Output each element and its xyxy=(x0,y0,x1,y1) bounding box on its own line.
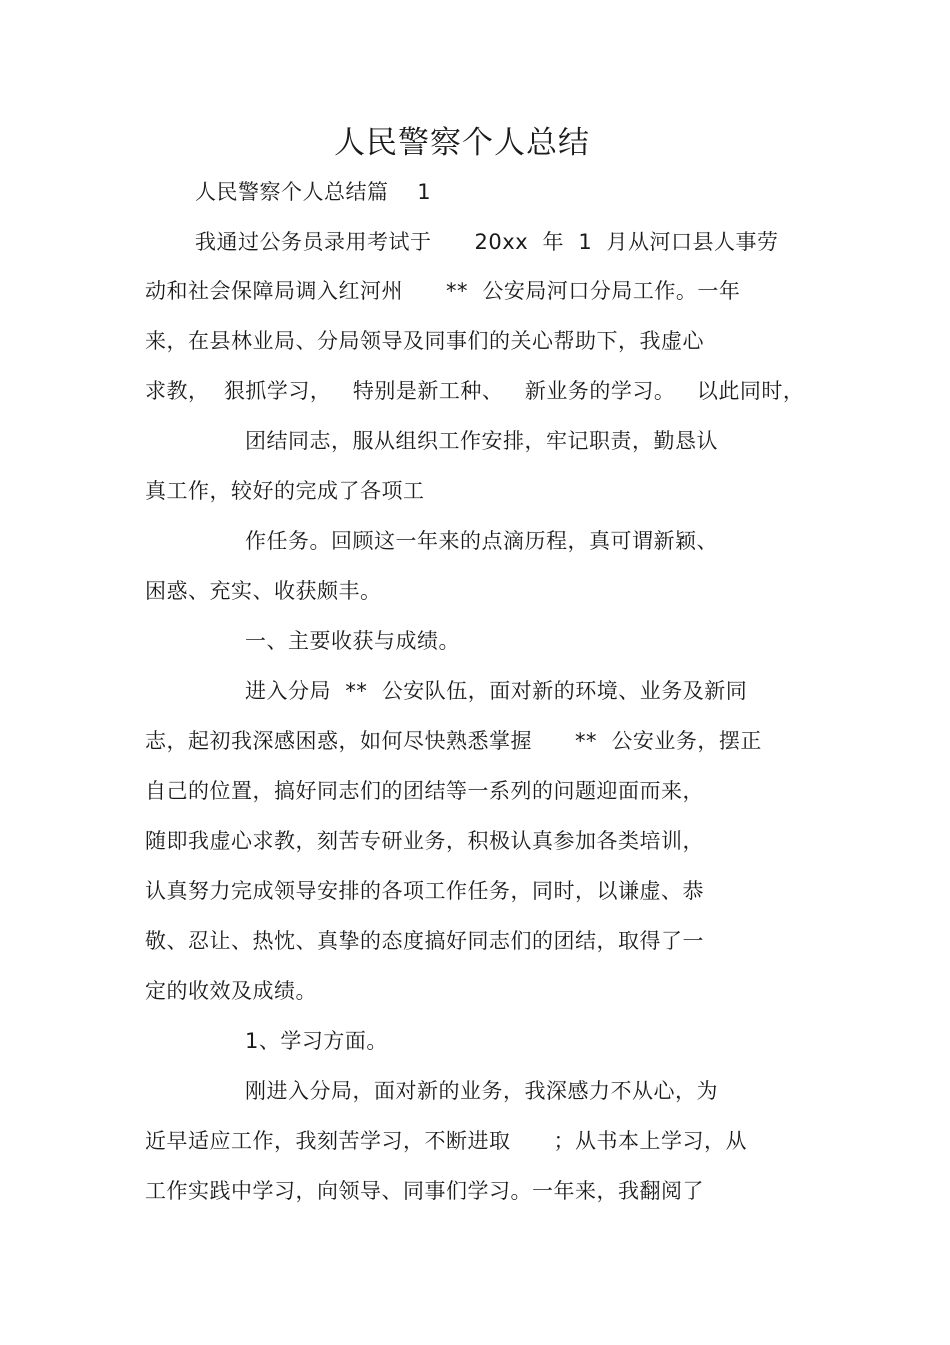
paragraph-line: 近早适应工作，我刻苦学习，不断进取 ；从书本上学习，从 xyxy=(145,1129,748,1153)
paragraph-line: 求教， 狠抓学习， 特别是新工种、 新业务的学习。 以此同时， xyxy=(145,379,805,403)
paragraph-line: 随即我虚心求教，刻苦专研业务，积极认真参加各类培训， xyxy=(145,829,704,853)
section-heading: 人民警察个人总结篇 1 xyxy=(195,180,432,204)
paragraph-line: 来，在县林业局、分局领导及同事们的关心帮助下，我虚心 xyxy=(145,329,704,353)
paragraph-line: 困惑、充实、收获颇丰。 xyxy=(145,579,382,603)
paragraph-line: 刚进入分局，面对新的业务，我深感力不从心，为 xyxy=(245,1079,718,1103)
paragraph-line: 我通过公务员录用考试于 20xx 年 1 月从河口县人事劳 xyxy=(195,230,779,254)
paragraph-line: 认真努力完成领导安排的各项工作任务，同时，以谦虚、恭 xyxy=(145,879,704,903)
paragraph-line: 敬、忍让、热忱、真挚的态度搞好同志们的团结，取得了一 xyxy=(145,929,704,953)
paragraph-line: 自己的位置，搞好同志们的团结等一系列的问题迎面而来， xyxy=(145,779,704,803)
paragraph-line: 动和社会保障局调入红河州 ** 公安局河口分局工作。一年 xyxy=(145,279,741,303)
paragraph-line: 真工作，较好的完成了各项工 xyxy=(145,479,425,503)
paragraph-line: 定的收效及成绩。 xyxy=(145,979,317,1003)
paragraph-line: 作任务。回顾这一年来的点滴历程，真可谓新颖、 xyxy=(245,529,718,553)
section-heading: 1、学习方面。 xyxy=(245,1029,388,1053)
paragraph-line: 团结同志，服从组织工作安排，牢记职责，勤恳认 xyxy=(245,429,718,453)
paragraph-line: 工作实践中学习，向领导、同事们学习。一年来，我翻阅了 xyxy=(145,1179,704,1203)
section-heading: 一、主要收获与成绩。 xyxy=(245,629,460,653)
paragraph-line: 进入分局 ** 公安队伍，面对新的环境、业务及新同 xyxy=(245,679,748,703)
document-title: 人民警察个人总结 xyxy=(334,125,590,161)
paragraph-line: 志，起初我深感困惑，如何尽快熟悉掌握 ** 公安业务，摆正 xyxy=(145,729,762,753)
